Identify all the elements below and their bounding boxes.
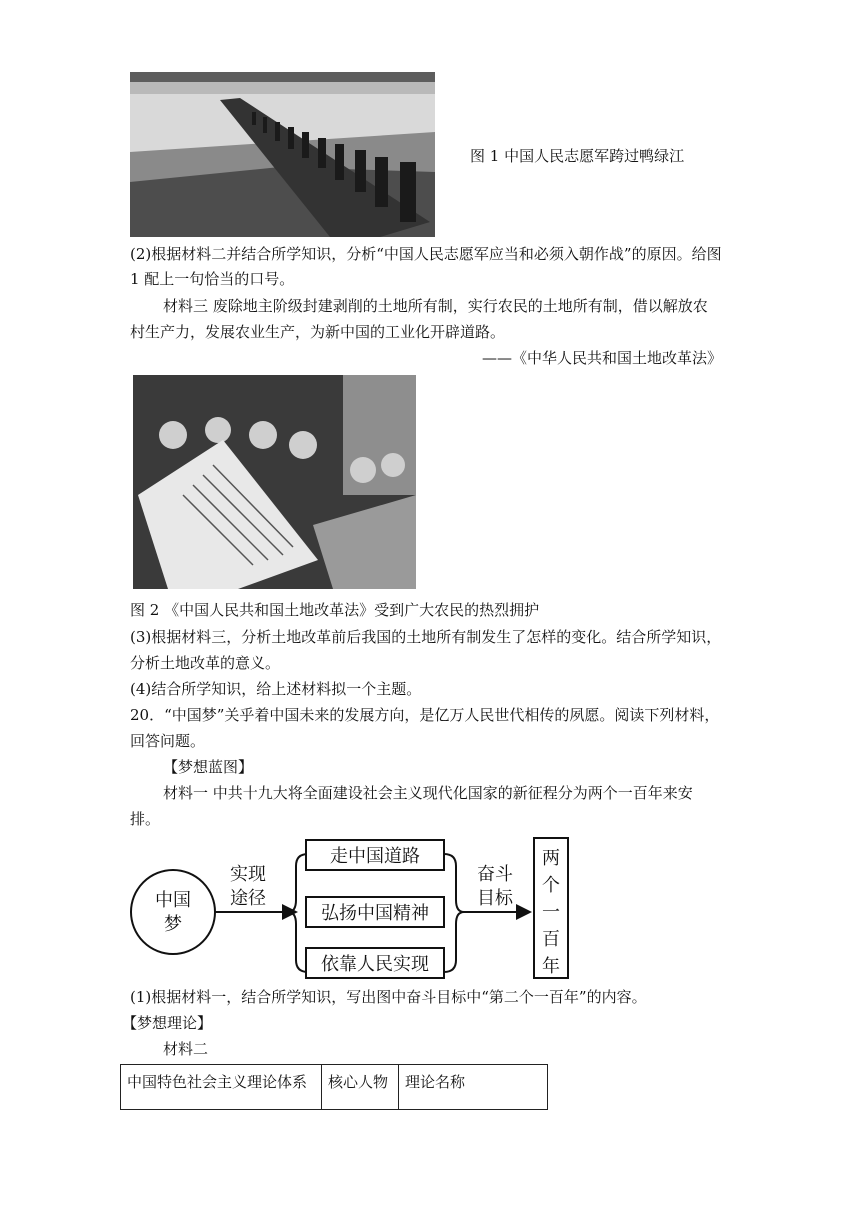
path-box-2-label: 弘扬中国精神 [321, 903, 429, 924]
photo-volunteer-army-crossing-yalu [130, 72, 435, 237]
path-box-1-label: 走中国道路 [330, 846, 420, 867]
material-3-line-1: 材料三 废除地主阶级封建剥削的土地所有制，实行农民的土地所有制，借以解放农 [163, 297, 708, 315]
goal-char-4: 百 [542, 929, 560, 950]
goal-label-line-2: 目标 [477, 888, 513, 909]
table-header-core-figure: 核心人物 [322, 1065, 399, 1110]
table-header-theory-system: 中国特色社会主义理论体系 [121, 1065, 322, 1110]
goal-char-5: 年 [542, 956, 560, 977]
chinese-dream-circle [131, 870, 215, 954]
goal-char-2: 个 [542, 875, 560, 896]
goal-char-1: 两 [542, 848, 560, 869]
question-2-line-1: (2)根据材料二并结合所学知识，分析“中国人民志愿军应当和必须入朝作战”的原因。给图 [130, 245, 722, 263]
question-4: (4)结合所学知识，给上述材料拟一个主题。 [130, 680, 422, 698]
goal-char-3: 一 [542, 902, 560, 923]
material-3-source: ——《中华人民共和国土地改革法》 [481, 349, 722, 367]
question-20-line-2: 回答问题。 [130, 732, 206, 750]
circle-text-line-1: 中国 [155, 890, 191, 911]
chinese-dream-diagram [128, 834, 578, 984]
photo-land-reform-law-celebration [133, 375, 416, 589]
path-label-line-1: 实现 [230, 864, 266, 885]
question-20-line-1: 20．“中国梦”关乎着中国未来的发展方向，是亿万人民世代相传的夙愿。阅读下列材料， [130, 706, 720, 724]
path-label-line-2: 途径 [230, 888, 266, 909]
table-header-theory-name: 理论名称 [399, 1065, 548, 1110]
figure-1-caption: 图 1 中国人民志愿军跨过鸭绿江 [470, 147, 685, 165]
right-brace [444, 854, 464, 972]
material-1-line-1: 材料一 中共十九大将全面建设社会主义现代化国家的新征程分为两个一百年来安 [163, 784, 693, 802]
section-blueprint-heading: 【梦想蓝图】 [163, 758, 254, 776]
material-1-line-2: 排。 [130, 810, 161, 828]
question-3-line-1: (3)根据材料三，分析土地改革前后我国的土地所有制发生了怎样的变化。结合所学知识， [130, 628, 722, 646]
goal-label-line-1: 奋斗 [477, 864, 513, 885]
question-3-line-2: 分析土地改革的意义。 [130, 654, 281, 672]
section-theory-heading: 【梦想理论】 [122, 1014, 213, 1032]
material-2-table [120, 1064, 548, 1110]
question-2-line-2: 1 配上一句恰当的口号。 [130, 270, 295, 288]
question-1: (1)根据材料一，结合所学知识，写出图中奋斗目标中“第二个一百年”的内容。 [130, 988, 647, 1006]
material-3-line-2: 村生产力，发展农业生产，为新中国的工业化开辟道路。 [130, 323, 506, 341]
table-row [121, 1065, 548, 1110]
circle-text-line-2: 梦 [164, 914, 182, 935]
material-2-label: 材料二 [163, 1040, 209, 1058]
figure-2-caption: 图 2 《中国人民共和国土地改革法》受到广大农民的热烈拥护 [130, 601, 540, 619]
path-box-3-label: 依靠人民实现 [321, 954, 429, 975]
